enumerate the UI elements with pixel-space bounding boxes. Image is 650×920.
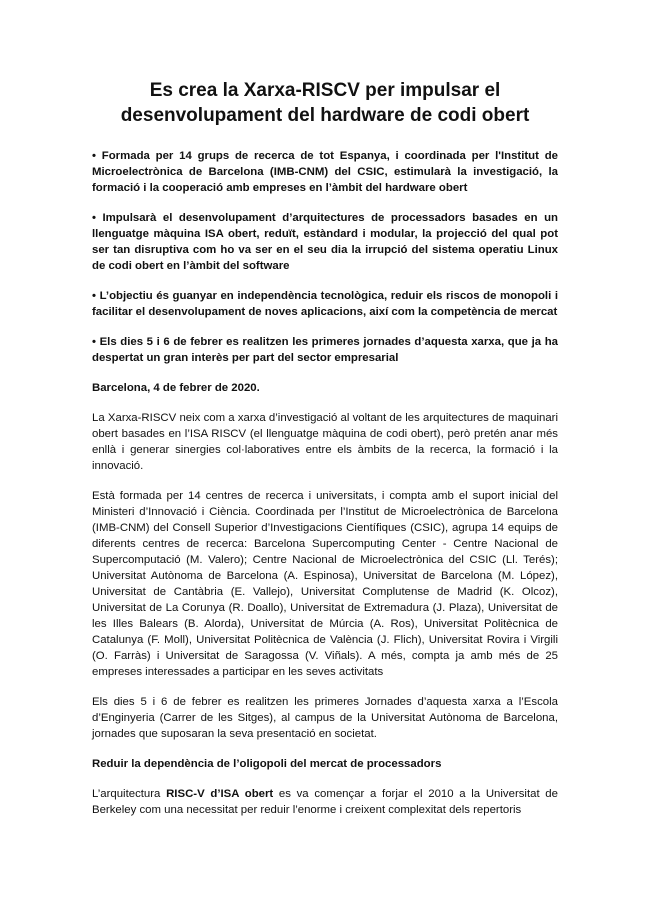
body-paragraph-3: Els dies 5 i 6 de febrer es realitzen les primeres Jornades d’aquesta xarxa a l’Escola d’Enginyeria (Carrer de les Sitges), al campus de la Universitat Autònoma de Barcelona, jornades que suposaran la seva presentació en societat. [92,696,558,740]
summary-bullet-1: • Formada per 14 grups de recerca de tot Espanya, i coordinada per l'Institut de Microelectrònica de Barcelona (IMB-CNM) del CSIC, estimularà la investigació, la formació i la cooperació amb empreses en l’àmbit del hardware obert [92,150,558,194]
summary-bullet-2: • Impulsarà el desenvolupament d’arquitectures de processadors basades en un llenguatge màquina ISA obert, reduït, estàndard i modular, la projecció del qual pot ser tan disruptiva com ho va ser en el seu dia la irrupció del sistema operatiu Linux de codi obert en l’àmbit del software [92,212,558,272]
section-subheading: Reduir la dependència de l’oligopoli del mercat de processadors [92,758,442,770]
body-paragraph-1: La Xarxa-RISCV neix com a xarxa d’investigació al voltant de les arquitectures de maquinari obert basades en l’ISA RISCV (el llenguatge màquina de codi obert), però pretén anar més enllà i generar sinergies col·laboratives entre els àmbits de la recerca, la formació i la innovació. [92,412,558,472]
paragraph-bold-term: RISC-V d’ISA obert [166,788,274,800]
document-body [92,78,558,832]
title-line-1: Es crea la Xarxa-RISCV per impulsar el [149,80,501,101]
document-title [92,78,558,128]
summary-bullet-3: • L’objectiu és guanyar en independència tecnològica, reduir els riscos de monopoli i facilitar el desenvolupament de noves aplicacions, així com la competència de mercat [92,290,558,318]
paragraph-text-end: es va començar a forjar el 2010 a la Universitat de Berkeley com una necessitat per reduir l’enorme i creixent complexitat dels repertoris [92,788,558,816]
body-paragraph-4 [92,786,558,818]
dateline: Barcelona, 4 de febrer de 2020. [92,382,260,394]
title-line-2: desenvolupament del hardware de codi obert [120,105,530,126]
summary-bullet-4: • Els dies 5 i 6 de febrer es realitzen les primeres jornades d’aquesta xarxa, que ja ha despertat un gran interès per part del sector empresarial [92,336,558,364]
paragraph-text-start: L’arquitectura [92,788,167,800]
body-paragraph-2: Està formada per 14 centres de recerca i universitats, i compta amb el suport inicial del Ministeri d’Innovació i Ciència. Coordinada per l’Institut de Microelectrònica de Barcelona (IMB-CNM) del Consell Superior d’Investigacions Científiques (CSIC), agrupa 14 equips de diferents centres de recerca: Barcelona Supercomputing Center - Centre Nacional de Supercomputació (M. Valero); Centre Nacional de Microelectrònica del CSIC (Ll. Terés); Universitat Autònoma de Barcelona (A. Espinosa), Universitat de Barcelona (M. López), Universitat de Cantàbria (E. Vallejo), Universitat Complutense de Madrid (K. Olcoz), Universitat de La Corunya (R. Doallo), Universitat de Extremadura (J. Plaza), Universitat de les Illes Balears (B. Alorda), Universitat de Múrcia (A. Ros), Universitat Politècnica de Catalunya (F. Moll), Universitat Politècnica de València (J. Flich), Universitat Rovira i Virgili (O. Farràs) i Universitat de Saragossa (V. Viñals). A més, compta ja amb més de 25 empreses interessades a participar en les seves activitats [92,490,558,678]
